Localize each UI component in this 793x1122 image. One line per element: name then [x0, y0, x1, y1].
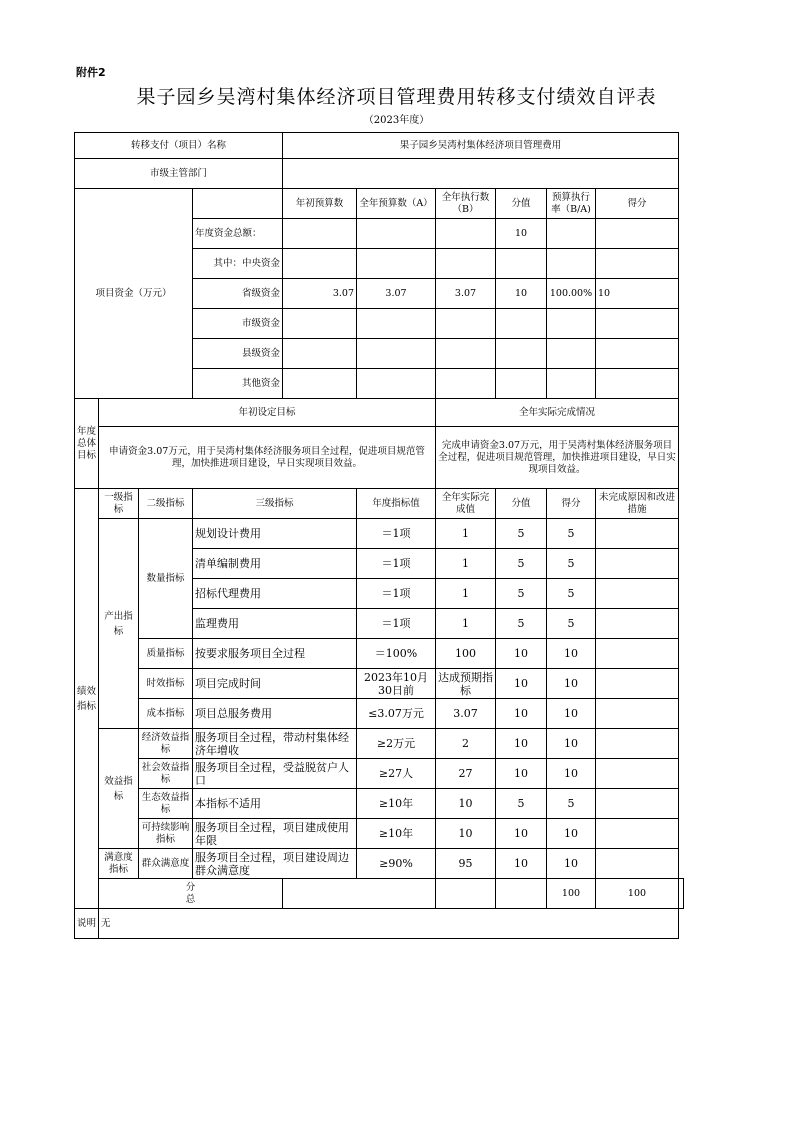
ind-name: 招标代理费用 [193, 579, 357, 609]
funds-row-label: 其他资金 [193, 369, 283, 399]
funds-row-label: 其中：中央资金 [193, 249, 283, 279]
funds-initial [283, 369, 357, 399]
ind-reason [596, 519, 679, 549]
ind-row-satisfaction [75, 849, 684, 879]
total-value: 100 [547, 879, 596, 909]
funds-row-label: 年度资金总额： [193, 219, 283, 249]
ind-target: ≥10年 [357, 789, 436, 819]
quality-indicator-label: 质量指标 [139, 639, 193, 669]
funds-full [357, 249, 436, 279]
funds-row-label: 省级资金 [193, 279, 283, 309]
ind-row-planning [75, 519, 684, 549]
funds-rate: 100.00% [547, 279, 596, 309]
funds-full [357, 369, 436, 399]
total-label-b: 总 [185, 893, 196, 905]
funds-score [596, 219, 679, 249]
total-label [99, 879, 283, 909]
funds-initial [283, 249, 357, 279]
ind-actual: 10 [436, 819, 496, 849]
ind-score: 10 [547, 819, 596, 849]
funds-full [357, 219, 436, 249]
funds-exec [436, 249, 496, 279]
ind-actual: 1 [436, 609, 496, 639]
social-indicator-label: 社会效益指标 [139, 759, 193, 789]
ind-target: ≥10年 [357, 819, 436, 849]
ind-name: 清单编制费用 [193, 549, 357, 579]
ind-name: 服务项目全过程，项目建成使用年限 [193, 819, 357, 849]
ecological-indicator-label: 生态效益指标 [139, 789, 193, 819]
ind-reason [596, 669, 679, 699]
ind-score: 5 [547, 519, 596, 549]
funds-score-value [496, 339, 547, 369]
ind-header-target: 年度指标值 [357, 489, 436, 519]
ind-score: 5 [547, 549, 596, 579]
sustain-indicator-label: 可持续影响指标 [139, 819, 193, 849]
notes-row [75, 909, 684, 939]
funds-header-exec: 全年执行数（B） [436, 189, 496, 219]
funds-score-value: 10 [496, 279, 547, 309]
ind-reason [596, 729, 679, 759]
ind-actual: 1 [436, 549, 496, 579]
dept-value [283, 159, 679, 189]
ind-row-social [75, 759, 684, 789]
ind-value: 10 [496, 639, 547, 669]
funds-rate [547, 339, 596, 369]
ind-name: 规划设计费用 [193, 519, 357, 549]
funds-exec [436, 219, 496, 249]
performance-table [74, 132, 684, 939]
funds-score-value: 10 [496, 219, 547, 249]
quantity-indicator-label: 数量指标 [139, 519, 193, 639]
ind-reason [596, 639, 679, 669]
total-score: 100 [596, 879, 679, 909]
ind-actual: 95 [436, 849, 496, 879]
ind-row-timeliness [75, 669, 684, 699]
ind-value: 5 [496, 519, 547, 549]
ind-value: 10 [496, 759, 547, 789]
ind-score: 10 [547, 849, 596, 879]
funds-header-initial: 年初预算数 [283, 189, 357, 219]
ind-score: 10 [547, 669, 596, 699]
ind-reason [596, 609, 679, 639]
ind-row-cost [75, 699, 684, 729]
ind-header-reason: 未完成原因和改进措施 [596, 489, 679, 519]
ind-target: ≥2万元 [357, 729, 436, 759]
funds-full [357, 309, 436, 339]
project-name-label: 转移支付（项目）名称 [75, 133, 283, 159]
dept-label: 市级主管部门 [75, 159, 283, 189]
total-row [75, 879, 684, 909]
ind-name: 服务项目全过程，受益脱贫户人口 [193, 759, 357, 789]
ind-name: 按要求服务项目全过程 [193, 639, 357, 669]
funds-exec: 3.07 [436, 279, 496, 309]
ind-row-sustainability [75, 819, 684, 849]
ind-header-level1: 一级指标 [99, 489, 139, 519]
ind-score: 10 [547, 759, 596, 789]
funds-score-value [496, 249, 547, 279]
goals-planned-text: 申请资金3.07万元，用于吴湾村集体经济服务项目全过程，促进项目规范管理，加快推进项目建设，早日实现项目效益。 [99, 427, 436, 489]
funds-score-value [496, 309, 547, 339]
report-year: （2023年度） [363, 115, 430, 126]
funds-header-score: 得分 [596, 189, 679, 219]
ind-reason [596, 849, 679, 879]
ind-name: 项目总服务费用 [193, 699, 357, 729]
goals-planned-header: 年初设定目标 [99, 399, 436, 427]
ind-target: ≤3.07万元 [357, 699, 436, 729]
ind-name: 监理费用 [193, 609, 357, 639]
ind-reason [596, 759, 679, 789]
notes-label: 说明 [75, 909, 99, 939]
ind-actual: 1 [436, 579, 496, 609]
ind-name: 服务项目全过程，项目建设周边群众满意度 [193, 849, 357, 879]
timeliness-indicator-label: 时效指标 [139, 669, 193, 699]
ind-actual: 达成预期指标 [436, 669, 496, 699]
ind-target: ≥27人 [357, 759, 436, 789]
project-name-value: 果子园乡吴湾村集体经济项目管理费用 [283, 133, 679, 159]
funds-section-label: 项目资金（万元） [75, 189, 193, 399]
ind-score: 5 [547, 579, 596, 609]
ind-value: 5 [496, 579, 547, 609]
total-blank [496, 879, 547, 909]
indicators-section-label: 绩效指标 [75, 489, 99, 909]
ind-target: ≥90% [357, 849, 436, 879]
ind-name: 本指标不适用 [193, 789, 357, 819]
ind-actual: 10 [436, 789, 496, 819]
ind-reason [596, 699, 679, 729]
funds-score-value [496, 369, 547, 399]
ind-name: 服务项目全过程，带动村集体经济年增收 [193, 729, 357, 759]
ind-value: 10 [496, 819, 547, 849]
funds-header-blank [193, 189, 283, 219]
funds-score [596, 369, 679, 399]
funds-initial: 3.07 [283, 279, 357, 309]
ind-target: ＝1项 [357, 579, 436, 609]
ind-actual: 2 [436, 729, 496, 759]
ind-reason [596, 549, 679, 579]
total-blank [283, 879, 436, 909]
ind-value: 5 [496, 549, 547, 579]
satisfaction-indicator-label: 满意度指标 [99, 849, 139, 879]
ind-header-value: 分值 [496, 489, 547, 519]
total-blank [679, 879, 684, 909]
funds-row-label: 市级资金 [193, 309, 283, 339]
ind-row-quality [75, 639, 684, 669]
ind-score: 10 [547, 699, 596, 729]
cost-indicator-label: 成本指标 [139, 699, 193, 729]
ind-reason [596, 819, 679, 849]
ind-actual: 3.07 [436, 699, 496, 729]
funds-initial [283, 219, 357, 249]
ind-header-level2: 二级指标 [139, 489, 193, 519]
funds-initial [283, 339, 357, 369]
funds-rate [547, 309, 596, 339]
ind-value: 5 [496, 609, 547, 639]
funds-score [596, 249, 679, 279]
funds-score [596, 309, 679, 339]
goals-actual-text: 完成申请资金3.07万元，用于吴湾村集体经济服务项目全过程，促进项目规范管理，加快推进项目建设，早日实现项目效益。 [436, 427, 679, 489]
funds-header-rate: 预算执行率（B/A) [547, 189, 596, 219]
funds-exec [436, 369, 496, 399]
ind-value: 10 [496, 669, 547, 699]
ind-header-level3: 三级指标 [193, 489, 357, 519]
funds-rate [547, 249, 596, 279]
ind-header-actual: 全年实际完成值 [436, 489, 496, 519]
funds-rate [547, 369, 596, 399]
ind-reason [596, 579, 679, 609]
total-label-a: 分 [185, 881, 196, 893]
page-title: 果子园乡吴湾村集体经济项目管理费用转移支付绩效自评表 [136, 86, 657, 108]
ind-row-economic [75, 729, 684, 759]
funds-header-value: 分值 [496, 189, 547, 219]
funds-rate [547, 219, 596, 249]
funds-exec [436, 309, 496, 339]
funds-header-full: 全年预算数（A） [357, 189, 436, 219]
ind-actual: 1 [436, 519, 496, 549]
ind-actual: 27 [436, 759, 496, 789]
goals-actual-header: 全年实际完成情况 [436, 399, 679, 427]
ind-target: ＝1项 [357, 519, 436, 549]
funds-score [596, 339, 679, 369]
ind-target: ＝1项 [357, 609, 436, 639]
ind-target: 2023年10月30日前 [357, 669, 436, 699]
ind-reason [596, 789, 679, 819]
output-indicator-label: 产出指标 [99, 519, 139, 729]
ind-score: 10 [547, 729, 596, 759]
ind-value: 10 [496, 849, 547, 879]
total-blank [436, 879, 496, 909]
funds-full: 3.07 [357, 279, 436, 309]
ind-header-score: 得分 [547, 489, 596, 519]
funds-score: 10 [596, 279, 679, 309]
funds-exec [436, 339, 496, 369]
goals-section-label: 年度总体目标 [75, 399, 99, 489]
ind-score: 5 [547, 609, 596, 639]
funds-full [357, 339, 436, 369]
ind-value: 10 [496, 699, 547, 729]
notes-value: 无 [99, 909, 679, 939]
ind-value: 10 [496, 729, 547, 759]
ind-value: 5 [496, 789, 547, 819]
funds-row-label: 县级资金 [193, 339, 283, 369]
ind-target: ＝100% [357, 639, 436, 669]
satisfy-indicator-label: 群众满意度 [139, 849, 193, 879]
ind-row-ecological [75, 789, 684, 819]
funds-initial [283, 309, 357, 339]
ind-target: ＝1项 [357, 549, 436, 579]
ind-score: 10 [547, 639, 596, 669]
ind-name: 项目完成时间 [193, 669, 357, 699]
economic-indicator-label: 经济效益指标 [139, 729, 193, 759]
benefit-indicator-label: 效益指标 [99, 729, 139, 849]
ind-actual: 100 [436, 639, 496, 669]
ind-score: 5 [547, 789, 596, 819]
attachment-label: 附件2 [76, 66, 106, 79]
